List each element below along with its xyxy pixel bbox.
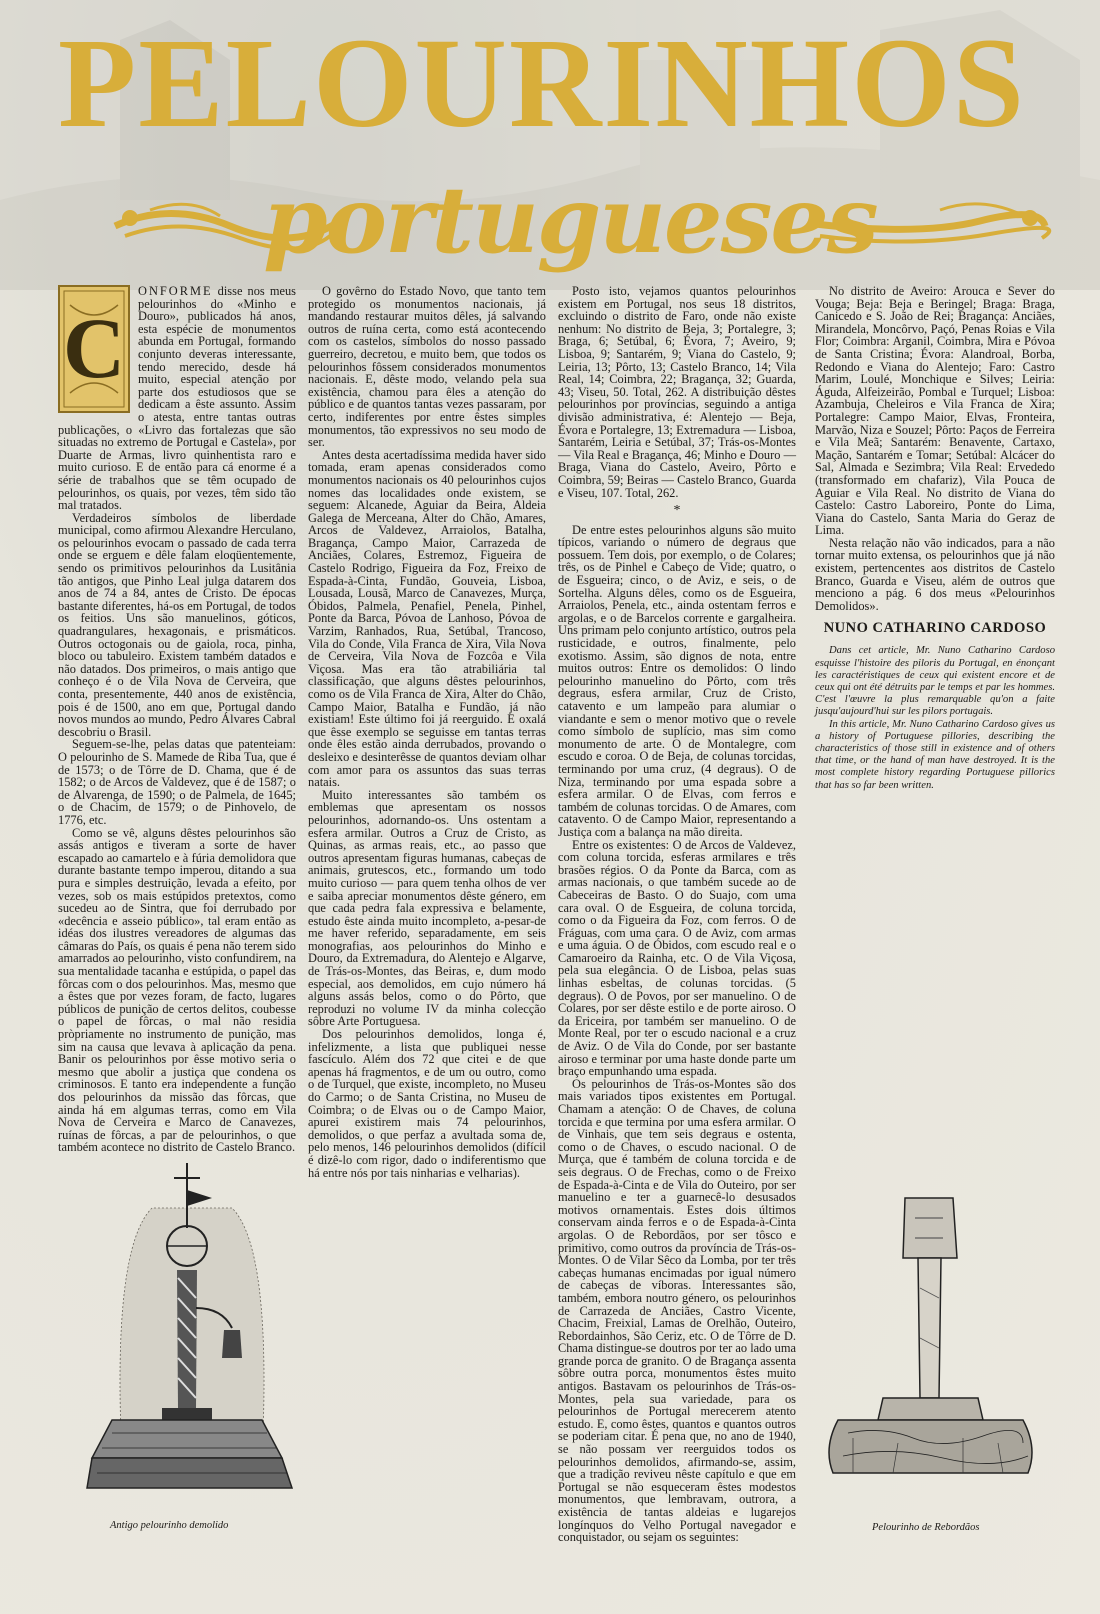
pillory-illustration-left: [92, 1158, 292, 1498]
article-column-1: [58, 284, 296, 1155]
paragraph-13: No distrito de Aveiro: Arouca e Sever do Vouga; Beja: Beja e Beringel; Braga: Braga, Canicedo e S. João de Rei; Bragança: Anciães, Mirandela, Moncôrvo, Paçó, Penas Roias e Vila Flor; Coimbra: Arganil, Coimbra, Mira e Póvoa de Santa Cristina; Évora: Alandroal, Borba, Redondo e Viana do Alentejo; Faro: Castro Marim, Loulé, Monchique e Silves; Leiria: Águda, Alfeizeirão, Pombal e Turquel; Lisboa: Azambuja, Cheleiros e Vila Franca de Xira; Portalegre: Campo Maior, Elvas, Fronteira, Marvão, Niza e Souzel; Pôrto: Paços de Ferreira e Vila Meã; Santarém: Benavente, Cartaxo, Mação, Santarém e Tomar; Setúbal: Alcácer do Sal, Almada e Sezimbra; Vila Real: Ervededo (transformado em chafariz), Vila Pouca de Aguiar e Vila Real. No distrito de Viana do Castelo: Castro Laboreiro, Ponte do Lima, Viana do Castelo, Santa Maria do Geraz de Lima.: [815, 284, 1055, 538]
paragraph-11: Entre os existentes: O de Arcos de Valdevez, com coluna torcida, esferas armilares e três brasões régios. O da Ponte da Barca, com as armas nacionais, o que também sucede ao de Cabeceiras de Basto. O do Suajo, com uma cara oval. O de Esgueira, de coluna torcida, como o da Figueira da Foz, com ferros. O de Fráguas, com uma cara. O de Aviz, com armas e uma águia. O de Óbidos, com escudo real e o Camaroeiro da Rainha, etc. O de Vila Viçosa, pela sua elegância. O de Lisboa, pelas suas linhas esbeltas, de colunas torcidas. (5 degraus). O de Povos, por ser manuelino. O de Colares, por ser dêste estilo e de porte airoso. O da Ericeira, por também ser manuelino. O de Monte Real, por ter o escudo nacional e a cruz de Aviz. O de Vila do Conde, por ser bastante airoso e terminar por uma haste donde parte um braço empunhando uma espada.: [558, 837, 796, 1079]
article-column-4: [815, 285, 1055, 1175]
paragraph-3: Seguem-se-lhe, pelas datas que patenteiam: O pelourinho de S. Mamede de Riba Tua, que é de 1573; o de Tôrre de D. Chama, que é de 1582; o de Arcos de Valdevez, que é de 1587; o de Alvarenga, de 1590; o de Palmela, de 1645; o de Chacim, de 1579; o de Pinhovelo, de 1776, etc.: [58, 737, 296, 827]
page-title: PELOURINHOS: [58, 12, 1026, 154]
author-signature: NUNO CATHARINO CARDOSO: [823, 620, 1047, 637]
section-separator: *: [673, 503, 681, 519]
paragraph-8: Dos pelourinhos demolidos, longa é, infelizmente, a lista que publiquei nesse fascículo. Além dos 72 que citei e de que apenas há fragmentos, e de um ou outro, como o de Turquel, que existe, incompleto, no Museu do Carmo; o de Santa Cristina, no Museu de Coimbra; o de Elvas ou o de Campo Maior, apurei existirem mais 74 pelourinhos, demolidos, o que perfaz a avultada soma de, pelo menos, 146 pelourinhos demolidos (difícil é dizê-lo com rigor, dado o indiferentismo que há entre nós por tais ninharias e velharias).: [308, 1027, 546, 1180]
paragraph-14: Nesta relação não vão indicados, para a não tornar muito extensa, os pelourinhos que já não existem, pertencentes aos distritos de Castelo Branco, Guarda e Viseu, além de outros que menciono a pág. 6 dos meus «Pelourinhos Demolidos».: [815, 535, 1055, 613]
left-figure-caption: Antigo pelourinho demolido: [110, 1520, 229, 1531]
right-figure-caption: Pelourinho de Rebordãos: [872, 1522, 980, 1533]
paragraph-9: Posto isto, vejamos quantos pelourinhos existem em Portugal, nos seus 18 distritos, excluindo o distrito de Faro, onde não existe nenhum: No distrito de Beja, 3; Portalegre, 3; Braga, 6; Setúbal, 6; Évora, 7; Aveiro, 9; Lisboa, 9; Santarém, 9; Viana do Castelo, 9; Leiria, 13; Pôrto, 13; Castelo Branco, 14; Vila Real, 14; Coimbra, 22; Bragança, 32; Guarda, 43; Viseu, 50. Total, 262. A distribuição dêstes pelourinhos por províncias, seguindo a antiga divisão administrativa, é: Alentejo — Beja, Évora e Portalegre, 13; Extremadura — Lisboa, Santarém, Leiria e Setúbal, 37; Trás-os-Montes — Vila Real e Bragança, 46; Minho e Douro — Braga, Viana do Castelo, Aveiro, Pôrto e Coimbra, 59; Beiras — Castelo Branco, Guarda e Viseu, 107. Total, 262.: [558, 284, 796, 500]
paragraph-1: disse nos meus pelourinhos do «Minho e Douro», publicados há anos, esta espécie de monumentos abunda em Portugal, formando conjunto deveras interessante, tendo merecido, desde há muito, especial atenção por parte dos estudiosos que se dedicam a êste assunto. Assim o atesta, entre tantas outras publicações, o «Livro das fortalezas que são situadas no extremo de Portugal e Castela», por Duarte de Armas, livro quinhentista raro e muito curioso. E de então para cá enorme é a série de trabalhos que se têm ocupado de pelourinhos, os quais, por vezes, têm sido tão mal tratados.: [58, 284, 296, 513]
paragraph-10: De entre estes pelourinhos alguns são muito típicos, variando o número de degraus que possuem. Tem dois, por exemplo, o de Colares; três, os de Pinhel e Cabeço de Vide; quatro, o de Esgueira; cinco, o de Aviz, e seis, o de Sortelha. Alguns dêles, como os de Esgueira, Arraiolos, Penela, etc., ainda ostentam ferros e argolas, e o de Barcelos corrente e gargalheira. Uns primam pelo conjunto artístico, outros pela rusticidade, e outros, finalmente, pelo exotismo. Assim, são dignos de nota, entre muitos outros: Entre os demolidos: O lindo pelourinho manuelino do Pôrto, com três degraus, esfera armilar, Cruz de Cristo, catavento e um lampeão para alumiar o viandante e sem o menor motivo que o revele como símbolo de suplício, mas sim como monumento de arte. O de Montalegre, com escudo e coroa. O de Beja, de colunas torcidas, terminando por uma cruz, (4 degraus). O de Niza, terminando por uma espada sobre a esfera armilar. O de Elvas, com ferros e também de colunas torcidas. O de Amares, com catavento. O de Campo Maior, representando a Justiça com a balança na mão direita.: [558, 522, 796, 839]
paragraph-4: Como se vê, alguns dêstes pelourinhos são assás antigos e tiveram a sorte de haver escapado ao camartelo e à fúria demolidora que durante bastante tempo imperou, ditando a sua pura e simples destruição, levada a efeito, por vezes, sob os mais estúpidos pretextos, como sucedeu ao de Sintra, que foi derrubado por «decência e asseio público», tal eram então as idéas dos ilustres vereadores de algumas das câmaras do País, os quais é pena não terem sido amarrados ao pelourinho, visto confundirem, na sua mentalidade tacanha e estúpida, o papel das fôrcas com o dos pelourinhos. Mas, mesmo que a êstes que por vezes foram, de facto, lugares públicos de punição de certos delitos, coubesse o papel de fôrcas, o mal não residia pròpriamente no instrumento de punição, mas sim na causa que levava à aplicação da pena. Banir os pelourinhos por êsse motivo seria o mesmo que abolir a justiça que condena os criminosos. E tanto era independente a função dos pelourinhos da missão das fôrcas, que ainda há em algumas terras, como em Vila Nova de Cerveira e Marco de Canavezes, ruínas de fôrcas, a par de pelourinhos, o que também acontece no distrito de Castelo Branco.: [58, 825, 296, 1155]
pillory-illustration-right: [823, 1188, 1043, 1488]
summary-english: In this article, Mr. Nuno Catharino Cardoso gives us a history of Portuguese pillories, describing the characteristics of those still in existence and of others that time, or the hand of man have destroyed. It is the most complete history regarding Portuguese pillorics that has so far been written.: [815, 718, 1055, 791]
paragraph-6: Antes desta acertadíssima medida haver sido tomada, eram apenas considerados como monumentos nacionais os 40 pelourinhos cujos nomes das localidades onde existem, se seguem: Alcanede, Aguiar da Beira, Aldeia Galega de Merceana, Alter do Chão, Amares, Arcos de Valdevez, Arraiolos, Batalha, Bragança, Campo Maior, Carrazeda de Anciães, Colares, Estremoz, Figueira de Castelo Rodrigo, Figueira da Foz, Freixo de Espada-à-Cinta, Fundão, Gouveia, Lisboa, Lousada, Lousã, Marco de Canavezes, Murça, Óbidos, Palmela, Penafiel, Penela, Pinhel, Ponte da Barca, Póvoa de Lanhoso, Póvoa de Varzim, Ranhados, Rua, Setúbal, Trancoso, Vila do Conde, Vila Franca de Xira, Vila Nova de Cerveira, Vila Nova de Fozcôa e Vila Viçosa. Mas era tão atrabiliária tal classificação, que alguns dêstes pelourinhos, como os de Vila Franca de Xira, Alter do Chão, Campo Maior, Batalha e Fundão, já não existiam! Este último foi já reerguido. E oxalá que êsse exemplo se seguisse em tantas terras onde êles estão ainda derrubados, provando o desleixo e desinterêsse de quantos deviam olhar com amor para os assuntos das suas terras natais.: [308, 447, 546, 790]
summary-french: Dans cet article, Mr. Nuno Catharino Cardoso esquisse l'histoire des piloris du Portugal, en énonçant les caractéristiques de ceux qui existent encore et de ceux qui ont été détruits par le temps et par les hommes. C'est l'œuvre la plus remarquable qu'on a faite jusqu'aujourd'hui sur les pilors portugais.: [815, 645, 1055, 718]
paragraph-5: O govêrno do Estado Novo, que tanto tem protegido os monumentos nacionais, já mandando restaurar muitos dêles, já salvando outros de ruína certa, como está acontecendo com os castelos, símbolos do nosso passado guerreiro, decretou, e muito bem, que todos os pelourinhos fôssem considerados monumentos nacionais. E, dêste modo, velando pela sua existência, chamou para êles a atenção do público e de quantos tantas vezes passaram, por certo, indiferentes por entre êstes simples monumentos, tão expressivos no seu modo de ser.: [308, 284, 546, 450]
drop-cap: [58, 285, 130, 413]
drop-cap-letter: C: [62, 300, 126, 396]
lead-word: ONFORME: [138, 284, 213, 298]
article-column-3: [558, 285, 796, 1595]
paragraph-2: Verdadeiros símbolos de liberdade municipal, como afirmou Alexandre Herculano, os pelourinhos evocam o passado de cada terra onde se erguem e dêle falam eloqüentemente, sendo os primitivos pelourinhos da Lusitânia tão antigos, que Pinho Leal julga datarem dos anos de 74 a 84, antes de Cristo. De épocas bastante diferentes, há-os em Portugal, de todos os feitios. Uns são manuelinos, góticos, quadrangulares, hexagonais, e prismáticos. Outros octogonais ou de gaiola, roca, pinha, bloco ou tabuleiro. Existem também datados e não datados. Dos primeiros, o mais antigo que conheço é o de Vila Nova de Cerveira, que conta, presentemente, 440 anos de existência, pois é de 1500, ano em que, Portugal dando novos mundos ao mundo, Pedro Álvares Cabral descobriu o Brasil.: [58, 510, 296, 739]
paragraph-7: Muito interessantes são também os emblemas que apresentam os nossos pelourinhos, adornando-os. Uns ostentam a esfera armilar. Outros a Cruz de Cristo, as Quinas, as armas reais, etc., ao passo que outros apresentam figuras humanas, cabeças de animais, grutescos, etc., formando um todo muito curioso — para quem tenha olhos de ver e saiba apreciar monumentos dêste género, em que cada pedra fala expressiva e belamente, estudo êste ainda muito incompleto, a-pesar-de me haver referido, separadamente, em seis monografias, aos pelourinhos do Minho e Douro, da Extremadura, do Alentejo e Algarve, de Trás-os-Montes, das Beiras, e, dum modo especial, aos demolidos, em cujo número há alguns assás belos, como o do Pôrto, que reproduzi no volume IV da minha colecção sôbre Arte Portuguesa.: [308, 787, 546, 1029]
article-column-2: [308, 285, 546, 1515]
page-subtitle: portugueses: [263, 166, 877, 274]
paragraph-12: Os pelourinhos de Trás-os-Montes são dos mais variados tipos existentes em Portugal. Chamam a atenção: O de Chaves, de coluna torcida e que termina por uma esfera armilar. O de Vinhais, que tem seis degraus e ostenta, como o de Chaves, o escudo nacional. O de Murça, que é também de coluna torcida e de seis degraus. O de Frechas, como o de Freixo de Espada-à-Cinta e de Vila do Outeiro, por ser manuelino e ter a guarnecê-lo desusados motivos ornamentais. Estes dois últimos conservam ainda ferros e o de Espada-à-Cinta argolas. O de Rebordãos, por ser tôsco e primitivo, como outros da província de Trás-os-Montes. O de Vilar Sêco da Lomba, por ter três cabeças humanas encimadas por igual número de cabeças de víboras. Interessantes são, também, embora noutro género, os pelourinhos de Carrazeda de Anciães, Castro Vicente, Chacim, Freixial, Lamas de Orelhão, Outeiro, Rebordainhos, São Ceriz, etc. O de Tôrre de D. Chama distingue-se doutros por ter ao lado uma grande porca de granito. O de Bragança assenta sôbre outra porca, monumentos êstes muito antigos. Bastavam os pelourinhos de Trás-os-Montes, pela sua variedade, para os pelourinhos de Portugal merecerem atento estudo. E, como êstes, quantos e quantos outros se poderiam citar. É pena que, no ano de 1940, se não possam ver reerguidos todos os pelourinhos demolidos, afirmando-se, assim, que a tradição reviveu nêste capítulo e que em Portugal se não esqueceram êstes modestos monumentos, que lembravam, outrora, a existência de tantas aldeias e lugarejos longínquos do Velho Portugal navegador e conquistador, ou sejam os seguintes:: [558, 1076, 796, 1545]
